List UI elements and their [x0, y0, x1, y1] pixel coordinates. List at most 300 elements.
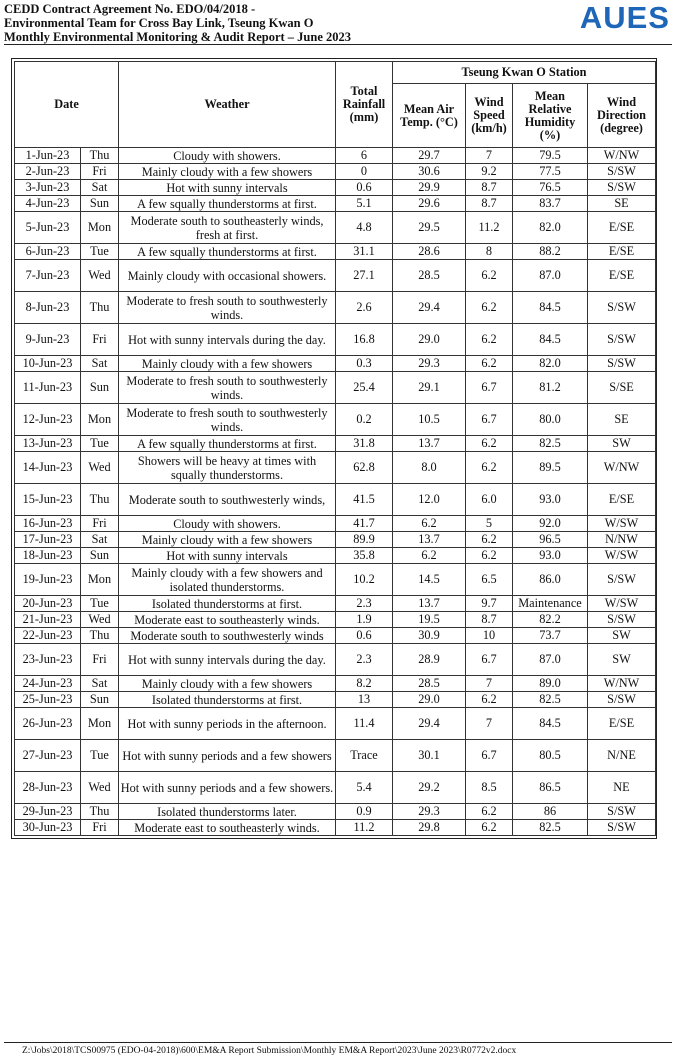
cell-rain: 0.3	[336, 356, 393, 372]
aues-logo: AUES	[579, 0, 670, 35]
cell-speed: 8	[466, 244, 513, 260]
cell-humidity: 82.2	[513, 612, 588, 628]
cell-weather: Mainly cloudy with a few showers	[119, 532, 336, 548]
rainfall-label-3: (mm)	[349, 110, 379, 124]
cell-humidity: 82.0	[513, 212, 588, 244]
cell-temp: 6.2	[393, 516, 466, 532]
cell-rain: 0.6	[336, 628, 393, 644]
cell-direction: W/SW	[588, 596, 656, 612]
direction-label-2: Direction	[597, 108, 646, 122]
cell-speed: 6.5	[466, 564, 513, 596]
cell-speed: 7	[466, 708, 513, 740]
cell-temp: 28.5	[393, 676, 466, 692]
cell-date: 29-Jun-23	[15, 804, 81, 820]
cell-rain: 10.2	[336, 564, 393, 596]
cell-day: Sun	[81, 196, 119, 212]
direction-label-1: Wind	[606, 95, 637, 109]
cell-date: 30-Jun-23	[15, 820, 81, 836]
table-row	[15, 708, 656, 740]
cell-temp: 30.6	[393, 164, 466, 180]
table-row	[15, 260, 656, 292]
temp-label-1: Mean Air	[403, 101, 455, 116]
cell-weather: A few squally thunderstorms at first.	[119, 436, 336, 452]
cell-date: 18-Jun-23	[15, 548, 81, 564]
cell-direction: E/SE	[588, 244, 656, 260]
cell-rain: 8.2	[336, 676, 393, 692]
cell-rain: 2.3	[336, 596, 393, 612]
cell-humidity: 88.2	[513, 244, 588, 260]
cell-rain: 27.1	[336, 260, 393, 292]
cell-date: 20-Jun-23	[15, 596, 81, 612]
table-row	[15, 644, 656, 676]
cell-speed: 7	[466, 676, 513, 692]
table-row	[15, 532, 656, 548]
cell-date: 17-Jun-23	[15, 532, 81, 548]
cell-date: 24-Jun-23	[15, 676, 81, 692]
cell-rain: 35.8	[336, 548, 393, 564]
cell-weather: Isolated thunderstorms later.	[119, 804, 336, 820]
cell-date: 11-Jun-23	[15, 372, 81, 404]
cell-day: Sat	[81, 356, 119, 372]
table-row	[15, 180, 656, 196]
cell-direction: S/SW	[588, 692, 656, 708]
cell-weather: Moderate to fresh south to southwesterly winds.	[119, 372, 336, 404]
col-header-humidity	[513, 84, 588, 148]
cell-date: 28-Jun-23	[15, 772, 81, 804]
header-divider	[4, 44, 672, 45]
cell-rain: 41.5	[336, 484, 393, 516]
cell-direction: S/SW	[588, 292, 656, 324]
cell-speed: 6.7	[466, 740, 513, 772]
cell-direction: E/SE	[588, 212, 656, 244]
cell-humidity: 82.5	[513, 436, 588, 452]
table-row	[15, 740, 656, 772]
cell-speed: 6.2	[466, 436, 513, 452]
cell-temp: 13.7	[393, 596, 466, 612]
cell-humidity: 83.7	[513, 196, 588, 212]
cell-direction: W/NW	[588, 676, 656, 692]
cell-humidity: 82.5	[513, 820, 588, 836]
cell-date: 26-Jun-23	[15, 708, 81, 740]
cell-day: Tue	[81, 436, 119, 452]
humidity-label-2: Relative	[528, 101, 572, 116]
cell-date: 12-Jun-23	[15, 404, 81, 436]
table-row	[15, 404, 656, 436]
cell-day: Wed	[81, 612, 119, 628]
cell-rain: 1.9	[336, 612, 393, 628]
cell-direction: NE	[588, 772, 656, 804]
cell-day: Mon	[81, 212, 119, 244]
cell-temp: 29.8	[393, 820, 466, 836]
cell-weather: A few squally thunderstorms at first.	[119, 244, 336, 260]
cell-rain: 16.8	[336, 324, 393, 356]
cell-weather: Isolated thunderstorms at first.	[119, 596, 336, 612]
cell-rain: 41.7	[336, 516, 393, 532]
cell-weather: Cloudy with showers.	[119, 516, 336, 532]
cell-direction: S/SW	[588, 180, 656, 196]
cell-date: 25-Jun-23	[15, 692, 81, 708]
cell-speed: 5	[466, 516, 513, 532]
cell-speed: 8.7	[466, 612, 513, 628]
cell-weather: Mainly cloudy with occasional showers.	[119, 260, 336, 292]
cell-rain: 62.8	[336, 452, 393, 484]
col-header-speed	[466, 84, 513, 148]
cell-date: 19-Jun-23	[15, 564, 81, 596]
cell-rain: 89.9	[336, 532, 393, 548]
col-header-direction	[588, 84, 656, 148]
cell-date: 13-Jun-23	[15, 436, 81, 452]
cell-rain: 31.1	[336, 244, 393, 260]
table-row	[15, 212, 656, 244]
cell-date: 14-Jun-23	[15, 452, 81, 484]
cell-direction: SE	[588, 404, 656, 436]
speed-label-2: Speed	[473, 108, 505, 122]
table-row	[15, 436, 656, 452]
cell-speed: 6.2	[466, 548, 513, 564]
cell-rain: 5.4	[336, 772, 393, 804]
table-row	[15, 516, 656, 532]
cell-direction: N/NE	[588, 740, 656, 772]
cell-speed: 8.7	[466, 196, 513, 212]
cell-rain: 0.9	[336, 804, 393, 820]
table-row	[15, 628, 656, 644]
cell-day: Thu	[81, 292, 119, 324]
cell-direction: E/SE	[588, 708, 656, 740]
cell-weather: Hot with sunny periods in the afternoon.	[119, 708, 336, 740]
cell-weather: Moderate east to southeasterly winds.	[119, 820, 336, 836]
cell-speed: 6.2	[466, 804, 513, 820]
cell-speed: 8.5	[466, 772, 513, 804]
table-row	[15, 292, 656, 324]
cell-temp: 29.0	[393, 324, 466, 356]
header-line-3: Monthly Environmental Monitoring & Audit Report – June 2023	[4, 30, 352, 44]
cell-rain: 2.6	[336, 292, 393, 324]
cell-weather: Hot with sunny intervals	[119, 180, 336, 196]
cell-humidity: 80.0	[513, 404, 588, 436]
cell-temp: 29.3	[393, 356, 466, 372]
cell-humidity: 86.5	[513, 772, 588, 804]
cell-day: Sun	[81, 548, 119, 564]
cell-humidity: 81.2	[513, 372, 588, 404]
speed-label-1: Wind	[474, 95, 504, 109]
cell-rain: 0.2	[336, 404, 393, 436]
cell-date: 4-Jun-23	[15, 196, 81, 212]
cell-temp: 28.9	[393, 644, 466, 676]
cell-rain: 4.8	[336, 212, 393, 244]
cell-day: Tue	[81, 244, 119, 260]
cell-speed: 6.2	[466, 260, 513, 292]
direction-label-3: (degree)	[600, 121, 643, 135]
table-row	[15, 676, 656, 692]
cell-date: 23-Jun-23	[15, 644, 81, 676]
cell-temp: 13.7	[393, 532, 466, 548]
cell-weather: Mainly cloudy with a few showers and isolated thunderstorms.	[119, 564, 336, 596]
cell-rain: 13	[336, 692, 393, 708]
cell-temp: 29.5	[393, 212, 466, 244]
footer-divider	[4, 1042, 672, 1043]
cell-weather: Moderate south to southwesterly winds,	[119, 484, 336, 516]
cell-humidity: 84.5	[513, 324, 588, 356]
cell-temp: 30.1	[393, 740, 466, 772]
cell-day: Fri	[81, 820, 119, 836]
cell-speed: 6.2	[466, 692, 513, 708]
table-row	[15, 372, 656, 404]
cell-weather: Moderate south to southwesterly winds	[119, 628, 336, 644]
cell-direction: S/SW	[588, 820, 656, 836]
cell-direction: S/SW	[588, 612, 656, 628]
cell-date: 10-Jun-23	[15, 356, 81, 372]
cell-temp: 19.5	[393, 612, 466, 628]
table-row	[15, 484, 656, 516]
cell-temp: 29.7	[393, 148, 466, 164]
cell-humidity: 82.0	[513, 356, 588, 372]
cell-temp: 29.3	[393, 804, 466, 820]
cell-humidity: 77.5	[513, 164, 588, 180]
cell-weather: Hot with sunny intervals during the day.	[119, 644, 336, 676]
cell-direction: E/SE	[588, 260, 656, 292]
table-row	[15, 692, 656, 708]
table-row	[15, 820, 656, 836]
humidity-label-4: (%)	[539, 127, 561, 142]
col-header-date: Date	[15, 62, 119, 148]
cell-day: Fri	[81, 516, 119, 532]
cell-temp: 29.4	[393, 292, 466, 324]
cell-date: 9-Jun-23	[15, 324, 81, 356]
table-row	[15, 548, 656, 564]
cell-date: 21-Jun-23	[15, 612, 81, 628]
cell-speed: 7	[466, 148, 513, 164]
table-row	[15, 596, 656, 612]
cell-humidity: 92.0	[513, 516, 588, 532]
cell-speed: 6.7	[466, 372, 513, 404]
cell-weather: Hot with sunny periods and a few showers	[119, 740, 336, 772]
cell-speed: 6.7	[466, 644, 513, 676]
cell-temp: 29.6	[393, 196, 466, 212]
cell-direction: SW	[588, 436, 656, 452]
cell-day: Tue	[81, 740, 119, 772]
table-row	[15, 356, 656, 372]
cell-day: Fri	[81, 324, 119, 356]
cell-rain: 11.2	[336, 820, 393, 836]
report-header	[4, 2, 351, 44]
cell-humidity: 96.5	[513, 532, 588, 548]
cell-day: Fri	[81, 164, 119, 180]
cell-speed: 10	[466, 628, 513, 644]
cell-day: Mon	[81, 564, 119, 596]
cell-temp: 14.5	[393, 564, 466, 596]
cell-direction: W/NW	[588, 452, 656, 484]
cell-rain: 0	[336, 164, 393, 180]
cell-humidity: 80.5	[513, 740, 588, 772]
table-row	[15, 196, 656, 212]
cell-date: 16-Jun-23	[15, 516, 81, 532]
table-row	[15, 804, 656, 820]
cell-rain: Trace	[336, 740, 393, 772]
col-header-weather: Weather	[119, 62, 336, 148]
table-row	[15, 164, 656, 180]
cell-temp: 12.0	[393, 484, 466, 516]
cell-temp: 28.6	[393, 244, 466, 260]
cell-humidity: Maintenance	[513, 596, 588, 612]
cell-speed: 6.7	[466, 404, 513, 436]
cell-rain: 6	[336, 148, 393, 164]
cell-day: Thu	[81, 804, 119, 820]
cell-rain: 5.1	[336, 196, 393, 212]
cell-humidity: 82.5	[513, 692, 588, 708]
cell-speed: 9.2	[466, 164, 513, 180]
cell-date: 1-Jun-23	[15, 148, 81, 164]
cell-humidity: 87.0	[513, 260, 588, 292]
cell-direction: E/SE	[588, 484, 656, 516]
cell-day: Thu	[81, 148, 119, 164]
cell-weather: Hot with sunny intervals during the day.	[119, 324, 336, 356]
cell-speed: 6.2	[466, 452, 513, 484]
cell-direction: SE	[588, 196, 656, 212]
cell-temp: 29.4	[393, 708, 466, 740]
cell-direction: W/NW	[588, 148, 656, 164]
table-row	[15, 612, 656, 628]
header-line-2: Environmental Team for Cross Bay Link, Tseung Kwan O	[4, 16, 314, 30]
cell-speed: 6.2	[466, 532, 513, 548]
cell-direction: SW	[588, 644, 656, 676]
cell-temp: 10.5	[393, 404, 466, 436]
cell-date: 15-Jun-23	[15, 484, 81, 516]
cell-temp: 29.2	[393, 772, 466, 804]
cell-speed: 9.7	[466, 596, 513, 612]
cell-day: Mon	[81, 404, 119, 436]
cell-humidity: 89.5	[513, 452, 588, 484]
cell-rain: 25.4	[336, 372, 393, 404]
table-row	[15, 324, 656, 356]
cell-day: Sun	[81, 372, 119, 404]
cell-day: Wed	[81, 452, 119, 484]
temp-label-2: Temp. (°C)	[400, 114, 458, 129]
cell-direction: S/SW	[588, 804, 656, 820]
cell-temp: 28.5	[393, 260, 466, 292]
cell-speed: 6.0	[466, 484, 513, 516]
cell-direction: S/SE	[588, 372, 656, 404]
table-row	[15, 452, 656, 484]
cell-date: 3-Jun-23	[15, 180, 81, 196]
cell-weather: Cloudy with showers.	[119, 148, 336, 164]
cell-direction: S/SW	[588, 564, 656, 596]
cell-speed: 8.7	[466, 180, 513, 196]
cell-temp: 13.7	[393, 436, 466, 452]
humidity-label-3: Humidity	[524, 114, 576, 129]
cell-day: Mon	[81, 708, 119, 740]
col-header-temp	[393, 84, 466, 148]
cell-weather: Showers will be heavy at times with squally thunderstorms.	[119, 452, 336, 484]
cell-rain: 2.3	[336, 644, 393, 676]
table-row	[15, 244, 656, 260]
cell-speed: 6.2	[466, 324, 513, 356]
cell-direction: S/SW	[588, 324, 656, 356]
cell-direction: S/SW	[588, 356, 656, 372]
cell-weather: Moderate to fresh south to southwesterly winds.	[119, 292, 336, 324]
cell-temp: 29.9	[393, 180, 466, 196]
rainfall-label-2: Rainfall	[342, 97, 386, 111]
cell-date: 2-Jun-23	[15, 164, 81, 180]
cell-humidity: 93.0	[513, 484, 588, 516]
file-path-footer: Z:\Jobs\2018\TCS00975 (EDO-04-2018)\600\EM&A Report Submission\Monthly EM&A Report\2023\June 2023\R0772v2.docx	[22, 1046, 517, 1056]
cell-date: 6-Jun-23	[15, 244, 81, 260]
cell-humidity: 73.7	[513, 628, 588, 644]
table-row	[15, 148, 656, 164]
cell-day: Thu	[81, 484, 119, 516]
cell-humidity: 93.0	[513, 548, 588, 564]
cell-speed: 6.2	[466, 356, 513, 372]
cell-weather: Mainly cloudy with a few showers	[119, 164, 336, 180]
cell-weather: Hot with sunny intervals	[119, 548, 336, 564]
cell-day: Sat	[81, 532, 119, 548]
cell-date: 27-Jun-23	[15, 740, 81, 772]
cell-humidity: 76.5	[513, 180, 588, 196]
cell-date: 22-Jun-23	[15, 628, 81, 644]
cell-day: Thu	[81, 628, 119, 644]
humidity-label-1: Mean	[534, 88, 566, 103]
cell-direction: S/SW	[588, 164, 656, 180]
table-body	[15, 148, 656, 836]
rainfall-label-1: Total	[350, 84, 378, 98]
cell-weather: Mainly cloudy with a few showers	[119, 356, 336, 372]
cell-temp: 29.0	[393, 692, 466, 708]
cell-day: Wed	[81, 260, 119, 292]
cell-humidity: 89.0	[513, 676, 588, 692]
speed-label-3: (km/h)	[471, 121, 507, 135]
weather-table	[14, 61, 656, 836]
cell-direction: W/SW	[588, 548, 656, 564]
cell-temp: 29.1	[393, 372, 466, 404]
cell-humidity: 86	[513, 804, 588, 820]
cell-humidity: 84.5	[513, 708, 588, 740]
table-row	[15, 772, 656, 804]
cell-speed: 6.2	[466, 820, 513, 836]
cell-day: Sat	[81, 180, 119, 196]
cell-direction: W/SW	[588, 516, 656, 532]
cell-temp: 8.0	[393, 452, 466, 484]
cell-speed: 6.2	[466, 292, 513, 324]
col-header-station: Tseung Kwan O Station	[393, 62, 656, 84]
cell-date: 7-Jun-23	[15, 260, 81, 292]
table-row	[15, 564, 656, 596]
header-line-1: CEDD Contract Agreement No. EDO/04/2018 -	[4, 2, 256, 16]
cell-date: 8-Jun-23	[15, 292, 81, 324]
cell-weather: Isolated thunderstorms at first.	[119, 692, 336, 708]
cell-date: 5-Jun-23	[15, 212, 81, 244]
col-header-rainfall	[336, 62, 393, 148]
cell-weather: Mainly cloudy with a few showers	[119, 676, 336, 692]
cell-direction: N/NW	[588, 532, 656, 548]
cell-humidity: 86.0	[513, 564, 588, 596]
cell-day: Tue	[81, 596, 119, 612]
cell-humidity: 79.5	[513, 148, 588, 164]
cell-weather: Moderate south to southeasterly winds, fresh at first.	[119, 212, 336, 244]
cell-weather: A few squally thunderstorms at first.	[119, 196, 336, 212]
cell-rain: 0.6	[336, 180, 393, 196]
cell-direction: SW	[588, 628, 656, 644]
cell-weather: Moderate to fresh south to southwesterly winds.	[119, 404, 336, 436]
cell-speed: 11.2	[466, 212, 513, 244]
cell-day: Sun	[81, 692, 119, 708]
cell-weather: Moderate east to southeasterly winds.	[119, 612, 336, 628]
cell-day: Fri	[81, 644, 119, 676]
cell-temp: 30.9	[393, 628, 466, 644]
cell-rain: 11.4	[336, 708, 393, 740]
cell-temp: 6.2	[393, 548, 466, 564]
cell-weather: Hot with sunny periods and a few showers.	[119, 772, 336, 804]
cell-humidity: 84.5	[513, 292, 588, 324]
cell-humidity: 87.0	[513, 644, 588, 676]
